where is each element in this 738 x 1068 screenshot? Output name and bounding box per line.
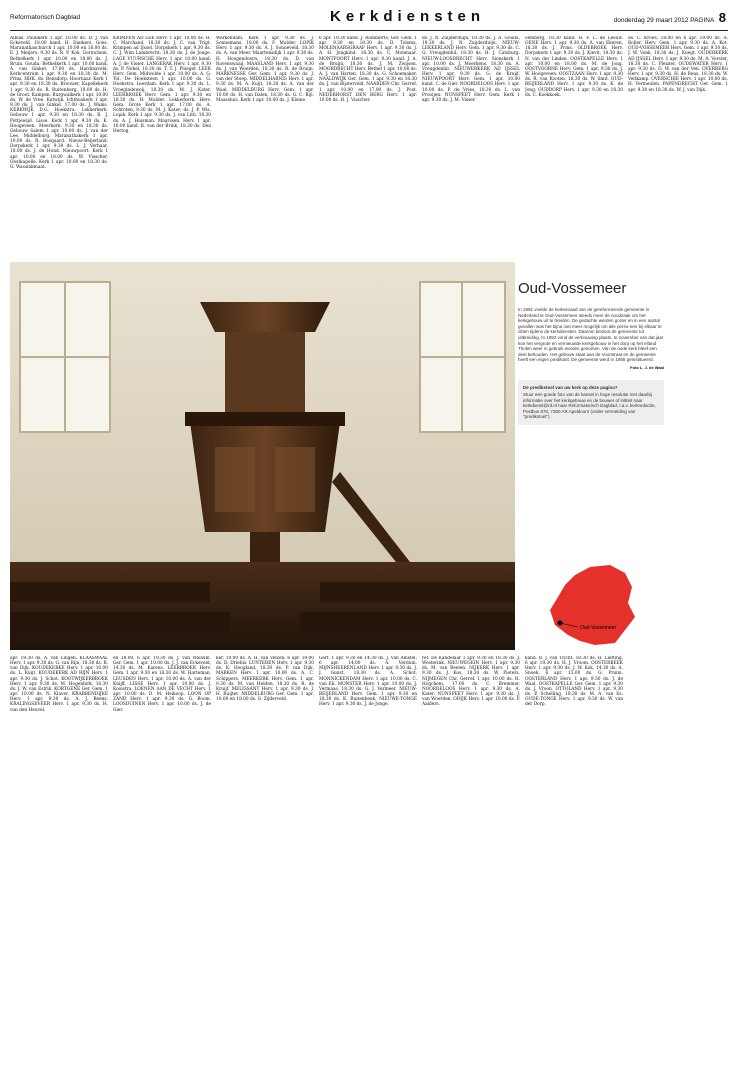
listing-column-8: apr. 19.30 ds. A. van Lingen. KLAASWAAL Herv. 1 apr. 9.30 ds. G. van Rijn, 18.30 ds. B. van Dijk. KOUDEKERKE Herv. 1 apr. 10.00 ds. L. Kuijt. KOUDEKERK AD RIJN Herv. 1 apr. 9.30 ds. J. Schot. KOOTWIJKERBROEK Herv. 1 apr. 9.30 ds. M. Hogenbirk, 18.30 ds. J. W. van Estrik. KORTGENE Ger. Gem. 1 apr. 10.00 ds. N. Klaver. KRABBENDIJKE Herv. 1 apr. 9.30 ds. A. J. Beens. KRALINGSEVEER Herv. 1 apr. 9.30 ds. H. van den Heuvel. [10,656,108,713]
listing-column-2: KRIMPEN AD LEK Herv. 1 apr. 10.00 ds. H. C. Marchand, 18.30 ds. J. C. van Trigt. Krimpen ad IJssel. Dorpskerk 1 apr. 9.30 ds. C. J. Wim Lambrecht, 18.30 ds. J. de Jonge. LAGE VUURSCHE Herv. 1 apr. 10.00 kand. A. J. de Visser. LANGERAK Herv. 1 apr. 9.30 ds. P. Nobel, 18.30 ds. T. T. J. Ploeger. LEEK Herv. Gem. Midwolde 1 apr. 10.00 ds. A. G. Tol. De Hoeksteen 1 apr. 10.00 ds. G. Hoekstra. Leerdam. Kerk 1 apr. 9.30 ds. L. Vroegindeweij, 18.30 ds. M. J. Kater. LEERBROEK Herv. Gem. 1 apr. 9.30 en 18.30 ds. H. Mulder. Lekkerkerk. Herv. Gem. Grote Kerk 1 apr. 17.00 ds. A. Schroten, 9.30 ds. M. J. Kater; ds. J. P. Wis. Lopik. Kerk 1 apr. 9.30 ds. J. van Lith, 18.30 ds. A. J. Huisman. Maarssen. Herv. 1 apr. 10.00 kand. B. van der Brink, 18.30 ds. Den Hertog. [113,36,211,134]
photo-credit: Foto L. J. de Waal [630,364,664,370]
date-page [614,10,726,25]
feature-body: In 1991 voelde de kerkenraad van de gereformeerde gemeente in Nederland te Oud-Vossemeer steeds meer de noodzaak om het kerkgebouw uit te breiden. De gedachte werden groter en in een aantal gevallen was het bijna niet meer mogelijk om alle perso-nen bij elkaar te zitten tijdens de kerkdiensten. Daarom besloot de gemeente tot uitbreiding. In 1992 vond de verbouwing plaats. In november van dat jaar kon het vergrote en vernieuwde kerkgebouw in het dorp op het eiland Tholen weer in gebruik worden genomen. Van de oude kerk bleef een deel behouden. Het gebouw staat aan de Voorstraat en de gemeente heeft een eigen predikant. De gemeente werd in 1956 geïnstitueerd. [518,307,664,363]
reader-callout-box [518,380,664,425]
issue-date: donderdag 29 maart 2012 [613,17,689,24]
listing-column-3: Werkendam. Kerk 1 apr. 9.30 ds. J. Sonnemans, 18.00 ds. F. Mulder. LOPIK Herv. 1 apr. 9.30 ds. A. J. Sonneveld, 18.30 ds. A. van Meer. Maartensdijk 1 apr. 9.30 ds. H. Hoogendoorn, 18.30 ds. D. van Ravenswaaij. MAASLAND Herv. 1 apr. 9.30 ds. J. van Woerden, 18.30 ds. R. de Bruijn. MARKNESSE Ger. Gem. 1 apr. 9.30 ds. J. van der Stoep. MIDDELHARNIS Herv. 1 apr. 9.30 ds. M. A. Kuijt, 18.30 ds. A. van der Waal. MIDDELBURG Herv. Gem. 1 apr. 10.00 ds. H. van Dalen, 18.30 ds. G. C. Bijl. Maassluis. Kerk 1 apr. 10.00 ds. J. Kleine. [216,36,314,103]
page-label: PAGINA [690,17,714,24]
netherlands-map-icon [520,555,650,650]
listing-column-9: en 18.00, 6 apr. 19.30 ds. J. van Walsum. Ger. Gem. 1 apr. 10.00 ds. J. J. van Eckeveld, 14.30 ds. M. Karens. LEERBROEK Herv. Gem. 1 apr. 9.30 en 18.30 ds. W. Harteman. LEUSDEN Herv. 1 apr. 10.00 ds. A. van der Knijff. LISSE Herv. 1 apr. 10.00 ds. J. Kooistra. LOENEN AAN DE VECHT Herv. 1 apr. 10.00 ds. D. M. Heikoop. LOON OP ZAND Herv. 1 apr. 9.30 ds. G. Boom. LOOSDUINEN Herv. 1 apr. 10.00 ds. J. de Gier. [113,656,211,713]
church-interior-illustration [10,262,515,650]
feature-title: Oud-Vossemeer [518,280,627,297]
listing-column-1: Alblas. Paulikerk 1 apr. 10.00 ds. D. J. van Eckeveld, 18.00 kand. H. Dankers. Goes. Maranathaschurch 1 apr. 10.00 en 18.00 ds. E. J. Meijers; 9.30 ds. R. P. Kok. Gorinchem, Bethelkerk 1 apr. 10.00 en 18.00 ds. J. Bruin. Gouda. Bethelkerk 1 apr. 10.00 kand. A. van Ginkel; 17.00 ds. Hardinxveld. Kerkcentrum 1 apr. 9.30 en 18.30 ds. M. Prins. HHK. ds. Bensdorp. Hoornaar. Kerk 1 apr. 9.30 en 18.30 ds. Brouwer, Kapellekerk 1 apr. 9.30 ds. R. Ruitenberg, 18.00 ds. H. de Groot. Kampen. Burgwalkerk 1 apr. 10.00 ds. W. de Vree. Katwijk. Ichthuskerk 1 apr. 9.30 ds. J. van Ginkel, 17.00 ds. J. Wams. KERKWIJK D.G. Hoekstra. Lekkerkerk. Gebouw 1 apr. 9.30 en 18.30 ds. B. J. Pottjewijd. Lisse. Kerk 1 apr. 9.30 ds. K. Hoogeveen. Meerkerk. 9.30 en 18.30 ds. Gebouw Salem 1 apr. 10.00 ds. J. van der Lee. Middelburg. Maranathakerk 1 apr. 10.00 ds. R. Boogaard. Nieuw-Beijerland. Dorpskerk 1 apr. 9.30 ds. L. J. Verhaar, 18.00 ds. J. de Hond. Nieuwpoort. Kerk 1 apr. 10.00 en 18.00 ds. W. Visscher. Oostkapelle. Kerk 1 apr. 10.00 en 18.30 ds. G. Wassinkmaat. [10,36,108,170]
listing-column-10: ker, 19.00 ds. A. H. van Velzen; 6 apr. 19.00 ds. D. Driebis. LUNTEREN Herv. 1 apr. 9.30 ds. K. Hoogland, 18.30 ds. P. van Dijk. MARKEN Herv. 1 apr. 10.00 ds. A. C. Schippers. MEERKERK Herv. Gem. 1 apr. 9.30 ds. M. van Helden, 18.30 ds. R. de Kruijf. MELISSANT Herv. 1 apr. 9.30 ds. J. H. Ruijter. MIDDELBURG Ger. Gem. 1 apr. 10.00 en 18.00 ds. G. Zijderveld. [216,656,314,703]
reader-callout-title: De predikstoel van uw kerk op deze pagina? [523,384,618,390]
paper-name: Reformatorisch Dagblad [10,14,81,21]
location-map [520,555,650,650]
header-rule [10,30,728,31]
listing-column-5: ds. J. N. Zuijderduijn, 18.30 ds. J. A. Gouda, 19.30 ds. J. N. Zuijderduijn. NIEUW-LEKKERLAND Herv. Gem. 1 apr. 9.30 ds. C. G. Vreugdenhil, 18.30 ds. H. J. Catsburg. NIEUW-LOOSDRECHT Herv. Sionskerk 1 apr. 10.00 ds. J. Moerkens, 18.30 ds. A. Vreugdenhil. NIEUWERKERK AD IJSSEL Herv. 1 apr. 9.30 ds. G. de Kruijf. NIEUWPOORT Herv. Gem. 1 apr. 10.00 kand. C. de Gier. NOORDELOOS Herv. 1 apr. 10.00 ds. P. de Vries, 18.30 ds. L. van Prooijen. NUNSPEET Herv. Gem. Kerk 1 apr. 9.30 ds. J. M. Visser. [422,36,520,103]
listing-column-7: ds. C. Kroes, 18.00 en 6 apr. 19.00 ds. A. Bolier. Herv. Gem. 1 apr. 9.30 ds. A. Kot. OUD-VOSSEMEER Herv. Gem. 1 apr. 9.30 ds. J. W. Vonk, 18.30 ds. J. Knegt. OUDERKERK AD IJSSEL Herv. 1 apr. 9.30 ds. M. A. Vorster, 18.30 ds. C. Pleizier. OUDEWATER Herv. 1 apr. 9.30 ds. G. W. van der Ven. OVERBERG Herv. 1 apr. 9.30 ds. H. de Reus, 18.30 ds. W. Veltkamp. OVERSCHIE Herv. 1 apr. 10.00 ds. H. Vermeulen. PAPENDRECHT Ger. Gem. 1 apr. 9.30 en 18.30 ds. W. J. van Dijk. [628,36,728,93]
listing-column-11: Gerf. 1 apr. 9.30 en 14.30 ds. J. Van Amstel; 6 apr. 14.00 ds. A. Verduin. MIJNSHEERENLAND Herv. 1 apr. 9.30 ds. J. J. Gunst, 18.30 ds. A. Schot. MONNICKENDAM Herv. 1 apr. 10.00 ds. C. van Ek. MONSTER Herv. 1 apr. 10.00 ds. J. Vermaas, 18.30 ds. G. J. Vermeer. NIEUW-BEIJERLAND Herv. Gem. 1 apr. 9.30 en 18.30 ds. K. Ruitenbeek. NIEUWE-TONGE Herv. 1 apr. 9.30 ds. J. de Jonge. [319,656,417,708]
map-label: Oud-Vossemeer [580,625,617,631]
reader-callout-text: Stuur een goede foto van de kansel in hoge resolutie met daarbij informatie over het kerkgebouw en de bouwer of intiteit naar kerkdienst@rd.nl naar Reformatorisch Dagblad, t.a.v. kerkredactie, Postbus 670, 7300 AR Apeldoorn (onder vermelding van "predikstoel"). [523,392,656,420]
section-title: Kerkdiensten [330,8,486,25]
page-header [0,0,738,34]
pulpit-photo [10,262,515,650]
page-number: 8 [718,10,726,25]
listing-column-12: ref. De Kandelaar 1 apr. 9.30 en 18.30 ds. J. Westerink. NIEUWEGEIN Herv. 1 apr. 9.30 ds. M. van Beelen. NIJKERK Herv. 1 apr. 9.30 ds. J. Kos, 18.30 ds. W. Pieters. NIJMEGEN Chr. Gerref. 1 apr. 10.00 ds. H. Hogchem, 17.00 ds. C. Bremmer. NOORDELOOS Herv. 1 apr. 9.30 ds. A. Kater. NUNSPEET Herv. 1 apr. 9.30 ds. J. van Woerden. ODIJK Herv. 1 apr. 10.00 ds. P. Aalders. [422,656,520,708]
listing-column-6: oemberg, 18.30 kand. H. F. L. de Leeuw. OENE Herv. 1 apr. 9.30 ds. A. van Ekeren, 18.30 ds. J. Prins. OLDEBROEK Herv. Dorpskerk 1 apr. 9.30 ds. J. Kievit, 18.30 ds. N. van der Linden. OOSTKAPELLE Herv. 1 apr. 10.00 en 18.00 ds. M. de Jong. OOSTVOORNE Herv. Gem. 1 apr. 9.30 ds. J. W. Hoogeveen. OOSTZAAN Herv. 1 apr. 9.30 ds. R. van Kooten, 18.30 ds. W. Smit. OUD-BEIJERLAND Herv. 1 apr. 9.30 ds. K. de Jong. OUDDORP Herv. 1 apr. 9.30 en 18.30 ds. C. Koekkoek. [525,36,623,98]
listing-column-13: kand. B. J. van Tricht, 18.30 ds. H. Liefting, 6 apr. 19.30 ds. H. J. Vroom. OOSTERBEEK Herv. 1 apr. 9.30 ds. J. W. Kok, 14.30 ds. A. Snoek, 6 apr. 15.00 ds. G. Pruim. OOSTERLAND Herv. 1 apr. 9.30 ds. J. de Waal. OOSTKAPELLE Ger. Gem. 1 apr. 9.30 ds. J. Vroon. OTTOLAND Herv. 1 apr. 9.30 ds. P. Schelling, 18.30 ds. M. A. van Es. OUDE-TONGE Herv. 1 apr. 9.30 ds. W. van der Dorp. [525,656,623,708]
listing-column-4: 6 apr. 19.30 kand. J. Rommerts; Ger. Gem. 1 apr. 9.30 en 18.30 ds. D. Tolsma. MOLENAARSGRAAF Herv. 1 apr. 9.30 ds. J. A. H. Jongkind, 18.30 ds. C. Molenaar. MONTFOORT Herv. 1 apr. 9.30 kand. J. A. de Bruijn, 18.30 ds. J. M. Zwijsen. MOORDRECHT Herv. Bethel 1 apr. 10.00 ds. A. J. van Harten, 18.30 ds. G. Schoemaker. NAALDWIJK Ger. Gem. 1 apr. 9.30 en 18.30 ds. J. van Bijsterveld. NAARDEN Chr. Gerref. 1 apr. 10.00 en 17.00 ds. J. Post. NEDERHORST DEN BERG Herv. 1 apr. 10.00 ds. H. J. Visscher. [319,36,417,103]
